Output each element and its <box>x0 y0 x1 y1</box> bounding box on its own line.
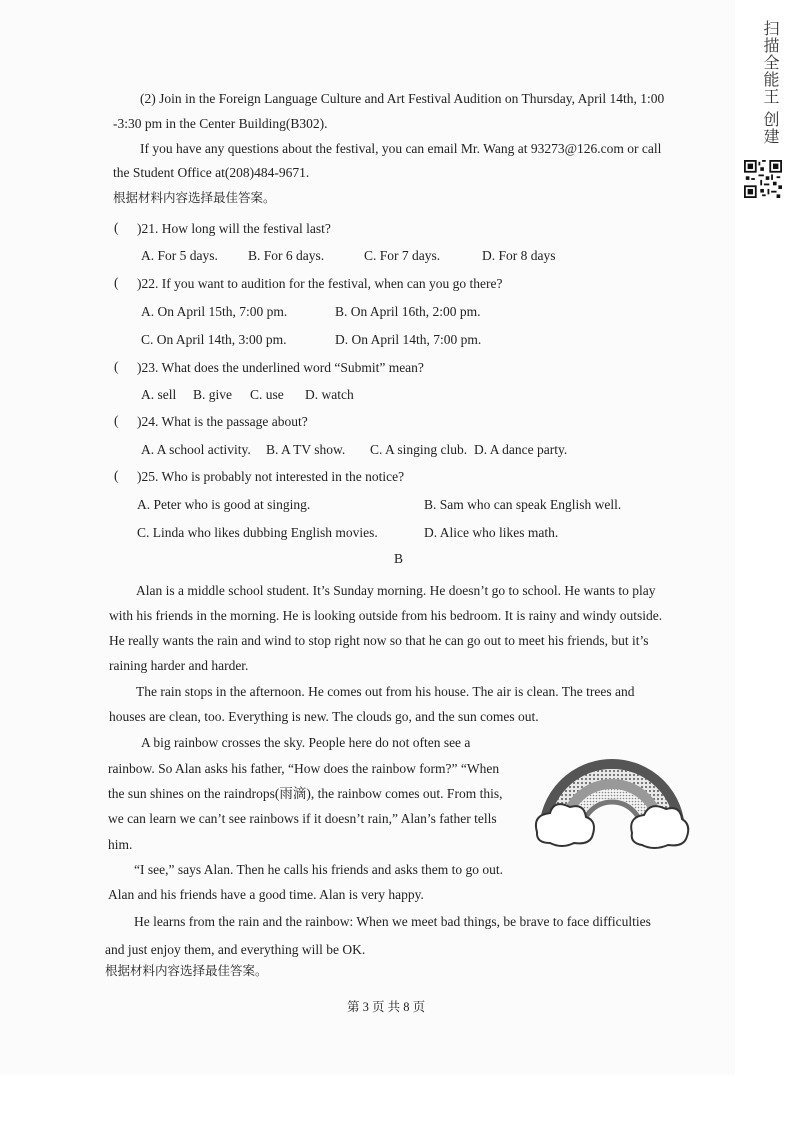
instruction-1: 根据材料内容选择最佳答案。 <box>113 190 276 205</box>
passage-line: He learns from the rain and the rainbow: When we meet bad things, be brave to face difficulties <box>134 914 651 929</box>
passage-line: with his friends in the morning. He is looking outside from his bedroom. It is rainy and windy outside. <box>109 608 663 623</box>
option: A. For 5 days. <box>141 248 218 263</box>
option: D. On April 14th, 7:00 pm. <box>335 332 482 347</box>
passage-line: He really wants the rain and wind to stop right now so that he can go out to meet his friends, but it’s <box>109 633 649 648</box>
answer-paren: ( <box>114 220 119 235</box>
section-heading: B <box>394 551 404 566</box>
question-22: )22. If you want to audition for the festival, when can you go there? <box>137 276 503 291</box>
option: B. give <box>193 387 232 402</box>
answer-paren: ( <box>114 359 119 374</box>
option: A. Peter who is good at singing. <box>137 497 311 512</box>
option: A. On April 15th, 7:00 pm. <box>141 304 288 319</box>
option: D. Alice who likes math. <box>424 525 559 540</box>
passage-line: Alan is a middle school student. It’s Sunday morning. He doesn’t go to school. He wants to play <box>136 583 656 598</box>
page-footer: 第 3 页 共 8 页 <box>347 1000 426 1014</box>
option: C. On April 14th, 3:00 pm. <box>141 332 287 347</box>
option: B. Sam who can speak English well. <box>424 497 622 512</box>
passage-line: A big rainbow crosses the sky. People here do not often see a <box>141 735 471 750</box>
answer-paren: ( <box>114 275 119 290</box>
option: C. Linda who likes dubbing English movies. <box>137 525 378 540</box>
option: D. For 8 days <box>482 248 556 263</box>
question-25: )25. Who is probably not interested in the notice? <box>137 469 405 484</box>
passage-line: we can learn we can’t see rainbows if it doesn’t rain,” Alan’s father tells <box>108 811 497 826</box>
answer-paren: ( <box>114 413 119 428</box>
passage-line: “I see,” says Alan. Then he calls his friends and asks them to go out. <box>134 862 504 877</box>
option: C. For 7 days. <box>364 248 441 263</box>
option: D. A dance party. <box>474 442 568 457</box>
passage-line: and just enjoy them, and everything will be OK. <box>105 942 366 957</box>
passage-line: the sun shines on the raindrops(雨滴), the rainbow comes out. From this, <box>108 786 503 801</box>
option: B. On April 16th, 2:00 pm. <box>335 304 481 319</box>
option: A. sell <box>141 387 177 402</box>
question-21: )21. How long will the festival last? <box>137 221 331 236</box>
passage-line: The rain stops in the afternoon. He comes out from his house. The air is clean. The trees and <box>136 684 635 699</box>
intro-line-3: If you have any questions about the festival, you can email Mr. Wang at 93273@126.com or call <box>140 141 662 156</box>
instruction-2: 根据材料内容选择最佳答案。 <box>105 963 268 978</box>
intro-line-2: -3:30 pm in the Center Building(B302). <box>113 116 328 131</box>
passage-line: Alan and his friends have a good time. Alan is very happy. <box>108 887 424 902</box>
passage-line: him. <box>108 837 133 852</box>
option: C. A singing club. <box>370 442 468 457</box>
passage-line: houses are clean, too. Everything is new. The clouds go, and the sun comes out. <box>109 709 539 724</box>
question-23: )23. What does the underlined word “Submit” mean? <box>137 360 424 375</box>
question-24: )24. What is the passage about? <box>137 414 308 429</box>
qr-code-icon <box>744 160 782 198</box>
intro-line-4: the Student Office at(208)484-9671. <box>113 165 310 180</box>
rainbow-illustration <box>532 737 692 859</box>
scanner-watermark: 扫描全能王 创建 <box>761 20 780 146</box>
intro-line-1: (2) Join in the Foreign Language Culture and Art Festival Audition on Thursday, April 14th, 1:00 <box>140 91 665 106</box>
passage-line: rainbow. So Alan asks his father, “How does the rainbow form?” “When <box>108 761 500 776</box>
option: A. A school activity. <box>141 442 251 457</box>
option: B. For 6 days. <box>248 248 325 263</box>
option: C. use <box>250 387 284 402</box>
option: B. A TV show. <box>266 442 346 457</box>
passage-line: raining harder and harder. <box>109 658 249 673</box>
answer-paren: ( <box>114 468 119 483</box>
option: D. watch <box>305 387 354 402</box>
